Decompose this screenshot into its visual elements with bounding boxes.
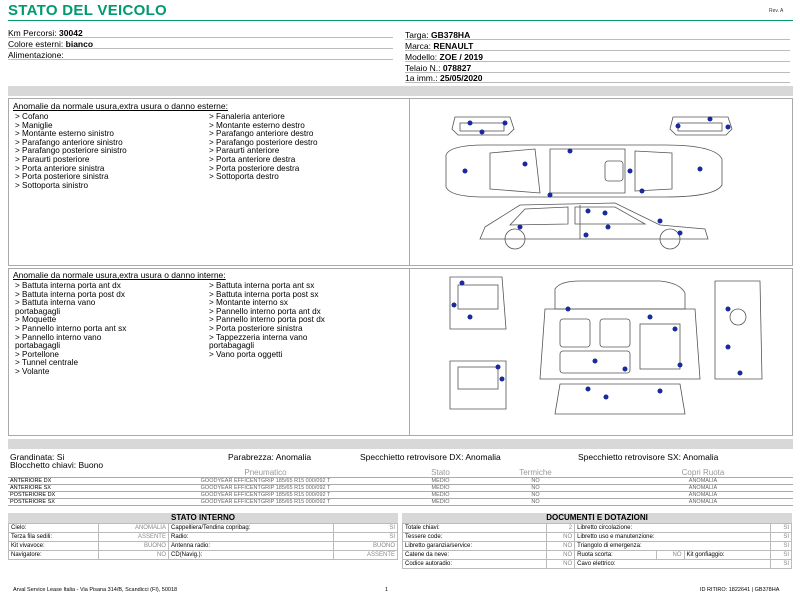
list-item: portabagagli xyxy=(15,341,61,351)
table-row: Cielo: ANOMALIA Cappelliera/Tendina copribag: SI xyxy=(9,524,398,533)
table-row: ANTERIORE DX GOODYEAR EFFICENTGRIP 185/65 R15 000/092 T MEDIO NO ANOMALIA xyxy=(8,478,793,485)
list-item: > Montante esterno destro xyxy=(209,120,305,130)
parabrezza-status: Parabrezza: Anomalia xyxy=(228,452,312,462)
table-row: Tessere code: NO Libretto uso e manutenzione: SI xyxy=(403,533,792,542)
external-damage-list-1 xyxy=(15,113,127,190)
interior-car-drawing xyxy=(410,269,794,435)
tyres-table xyxy=(8,468,793,506)
list-item: > Pannello interno porta ant dx xyxy=(209,306,321,316)
colore-row: Colore esterni: bianco xyxy=(8,39,393,49)
col-header-stato: Stato xyxy=(393,468,488,478)
list-item: > Pannello interno vano xyxy=(15,332,102,342)
list-item: > Sottoporta sinistro xyxy=(15,180,89,190)
table-row: Libretto garanzia/service: NO Triangolo di emergenza: SI xyxy=(403,542,792,551)
separator-bar xyxy=(8,86,793,96)
revision-label: Rev. A xyxy=(769,8,784,14)
internal-damage-section xyxy=(8,268,793,436)
list-item: > Vano porta oggetti xyxy=(209,349,283,359)
stato-interno-table xyxy=(8,523,398,560)
table-row: ANTERIORE SX GOODYEAR EFFICENTGRIP 185/65 R15 000/092 T MEDIO NO ANOMALIA xyxy=(8,485,793,492)
table-row: Codice autoradio: NO Cavo elettrico: SI xyxy=(403,560,792,569)
list-item: > Cofano xyxy=(15,112,49,121)
list-item: > Tappezzeria interna vano xyxy=(209,332,308,342)
list-item: > Paraurti posteriore xyxy=(15,154,90,164)
stato-interno-title: STATO INTERNO xyxy=(8,513,398,523)
list-item: > Battuta interna porta ant dx xyxy=(15,281,121,290)
col-header-termiche: Termiche xyxy=(488,468,583,478)
list-item: > Battuta interna porta post sx xyxy=(209,289,319,299)
interior-car-diagram xyxy=(409,269,794,435)
telaio-row: Telaio N.: 078827 xyxy=(405,63,790,73)
blocchetto-status: Blocchetto chiavi: Buono xyxy=(10,460,104,470)
list-item: > Porta anteriore sinistra xyxy=(15,163,105,173)
page-title: STATO DEL VEICOLO xyxy=(8,2,168,19)
internal-damage-title: Anomalie da normale usura,extra usura o danno interne: xyxy=(13,270,226,280)
list-item: > Porta anteriore destra xyxy=(209,154,296,164)
internal-damage-list-2 xyxy=(209,282,325,359)
list-item: > Parafango anteriore destro xyxy=(209,129,314,139)
external-damage-section xyxy=(8,98,793,266)
list-item: > Battuta interna porta post dx xyxy=(15,289,125,299)
list-item: > Porta posteriore sinistra xyxy=(209,323,303,333)
list-item: > Fanaleria anteriore xyxy=(209,112,285,121)
list-item: > Porta posteriore destra xyxy=(209,163,300,173)
list-item: > Montante interno sx xyxy=(209,298,288,308)
list-item: > Sottoporta destro xyxy=(209,172,279,182)
table-row: Terza fila sedili: ASSENTE Radio: SI xyxy=(9,533,398,542)
table-row: Navigatore: NO CD(Navig.): ASSENTE xyxy=(9,551,398,560)
list-item: > Pannello interno porta post dx xyxy=(209,315,325,325)
footer-reference: ID RITIRO: 1822641 | GB378HA xyxy=(700,587,780,593)
table-row: Catene da neve: NO Ruota scorta: NO Kit gonfiaggio: SI xyxy=(403,551,792,560)
external-damage-list-2 xyxy=(209,113,318,182)
list-item: > Pannello interno porta ant sx xyxy=(15,323,127,333)
footer-page-number: 1 xyxy=(385,587,389,593)
specchietto-dx-status: Specchietto retrovisore DX: Anomalia xyxy=(360,452,501,462)
table-row: POSTERIORE SX GOODYEAR EFFICENTGRIP 185/65 R15 000/092 T MEDIO NO ANOMALIA xyxy=(8,499,793,506)
list-item: > Moquette xyxy=(15,315,57,325)
list-item: > Battuta interna porta ant sx xyxy=(209,281,315,290)
col-header-pneumatico: Pneumatico xyxy=(138,468,393,478)
title-divider xyxy=(8,20,793,21)
exterior-car-drawing xyxy=(410,99,794,265)
list-item: > Porta posteriore sinistra xyxy=(15,172,109,182)
km-row: Km Percorsi: 30042 xyxy=(8,28,393,38)
specchietto-sx-status: Specchietto retrovisore SX: Anomalia xyxy=(578,452,719,462)
list-item: > Parafango posteriore sinistro xyxy=(15,146,127,156)
list-item: portabagagli xyxy=(209,341,255,351)
exterior-car-diagram xyxy=(409,99,794,265)
immatricolazione-row: 1a imm.: 25/05/2020 xyxy=(405,73,790,83)
footer-company: Arval Service Lease Italia - Via Pisana 314/B, Scandicci (FI), 50018 xyxy=(13,587,178,593)
list-item: portabagagli xyxy=(15,306,61,316)
list-item: > Paraurti anteriore xyxy=(209,146,280,156)
modello-row: Modello: ZOE / 2019 xyxy=(405,52,790,62)
list-item: > Maniglie xyxy=(15,120,53,130)
list-item: > Montante esterno sinistro xyxy=(15,129,114,139)
grandinata-status: Grandinata: Si xyxy=(10,452,65,462)
table-row: Kit vivavoce: BUONO Antenna radio: BUONO xyxy=(9,542,398,551)
marca-row: Marca: RENAULT xyxy=(405,41,790,51)
list-item: > Volante xyxy=(15,366,50,376)
documenti-table xyxy=(402,523,792,569)
table-row: Totale chiavi: 2 Libretto circolazione: SI xyxy=(403,524,792,533)
list-item: > Parafango posteriore destro xyxy=(209,137,318,147)
external-damage-title: Anomalie da normale usura,extra usura o danno esterne: xyxy=(13,101,228,111)
alimentazione-row: Alimentazione: xyxy=(8,50,393,60)
list-item: > Tunnel centrale xyxy=(15,358,79,368)
documenti-title: DOCUMENTI E DOTAZIONI xyxy=(402,513,792,523)
internal-damage-list-1 xyxy=(15,282,126,377)
list-item: > Portellone xyxy=(15,349,59,359)
table-header-row xyxy=(8,468,793,478)
separator-bar-2 xyxy=(8,439,793,449)
table-row: POSTERIORE DX GOODYEAR EFFICENTGRIP 185/65 R15 000/092 T MEDIO NO ANOMALIA xyxy=(8,492,793,499)
list-item: > Parafango anteriore sinistro xyxy=(15,137,123,147)
list-item: > Battuta interna vano xyxy=(15,298,96,308)
targa-row: Targa: GB378HA xyxy=(405,30,790,40)
col-header-copri-ruota: Copri Ruota xyxy=(613,468,793,478)
